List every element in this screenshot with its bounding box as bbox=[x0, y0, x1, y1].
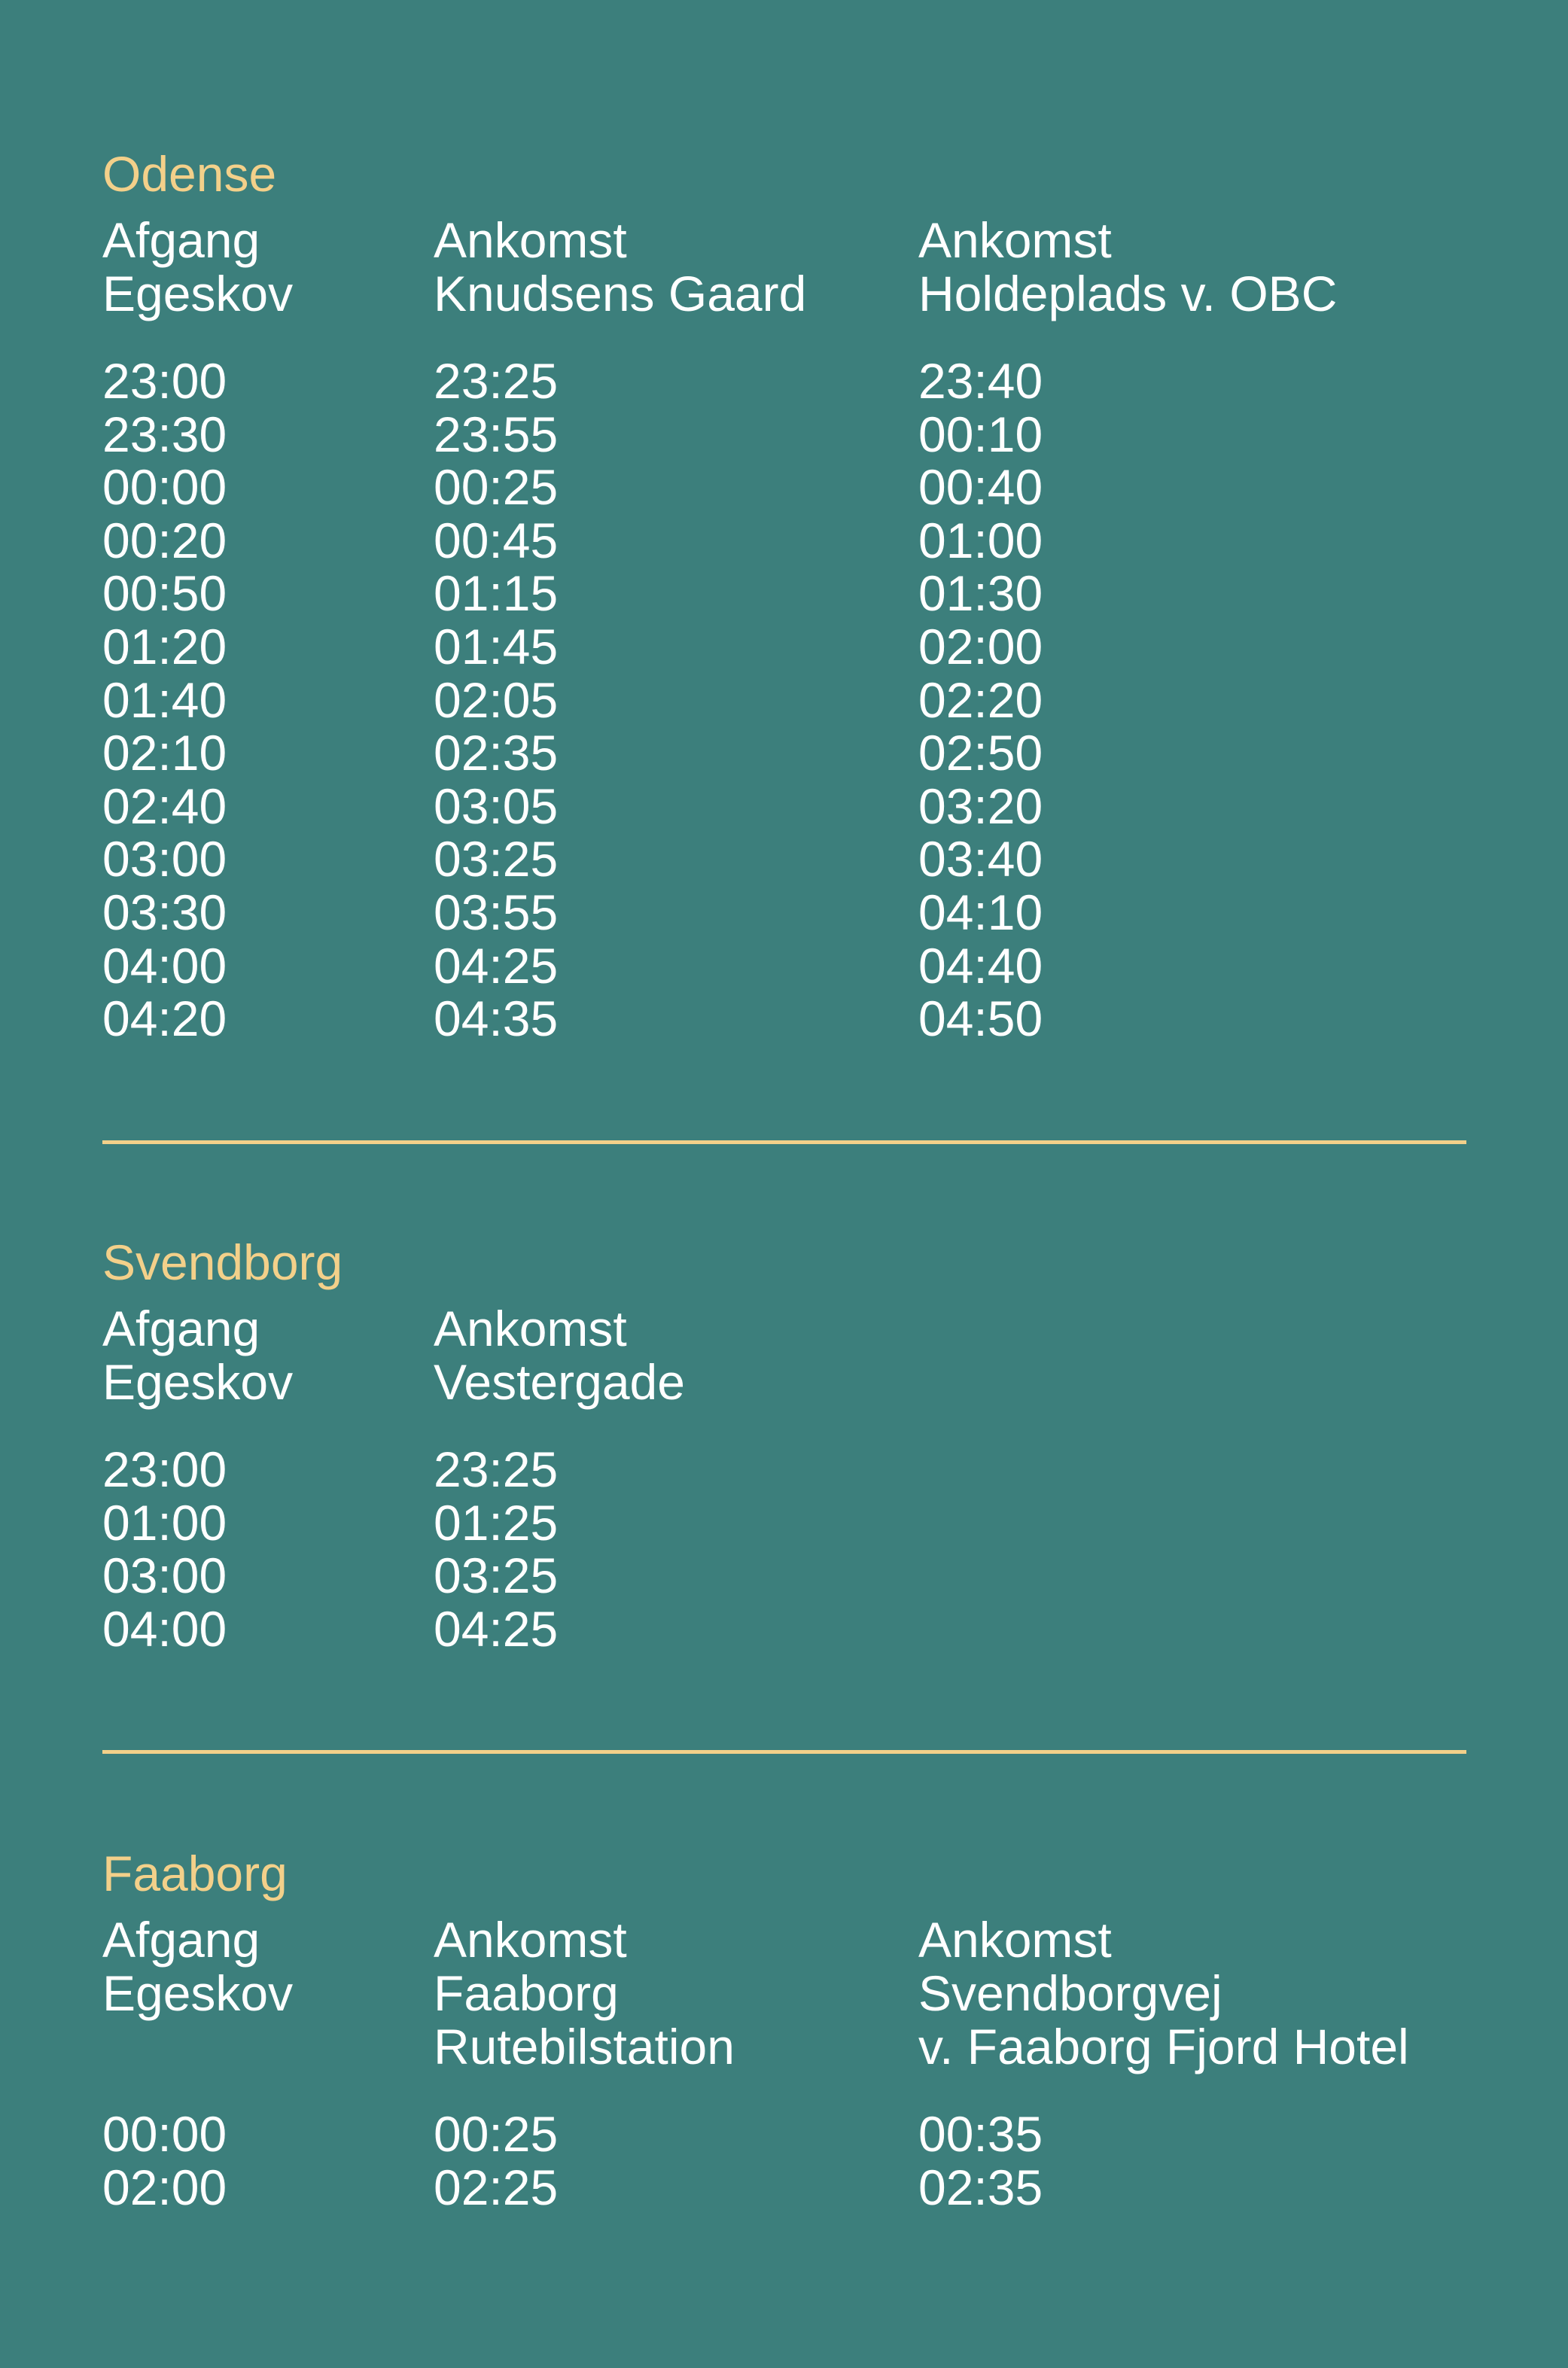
time-entry: 00:35 bbox=[918, 2106, 1043, 2162]
time-list bbox=[918, 2108, 1466, 2214]
timetable-grid bbox=[102, 1302, 1466, 1655]
time-entry: 04:25 bbox=[434, 1600, 559, 1657]
time-entry: 23:40 bbox=[918, 353, 1043, 409]
section-svendborg bbox=[102, 1236, 1466, 1655]
time-list bbox=[102, 355, 434, 1046]
section-divider bbox=[102, 1750, 1466, 1754]
time-list bbox=[434, 355, 918, 1046]
column-header-line: Ankomst bbox=[434, 212, 627, 268]
time-entry: 03:25 bbox=[434, 831, 559, 887]
column-header-line: Egeskov bbox=[102, 1354, 294, 1410]
time-list bbox=[918, 355, 1466, 1046]
time-entry: 03:55 bbox=[434, 884, 559, 940]
time-entry: 02:10 bbox=[102, 725, 227, 781]
column-header-line: Holdeplads v. OBC bbox=[918, 266, 1338, 321]
time-entry: 03:05 bbox=[434, 778, 559, 834]
time-entry: 01:20 bbox=[102, 618, 227, 674]
time-entry: 04:10 bbox=[918, 884, 1043, 940]
time-entry: 23:25 bbox=[434, 353, 559, 409]
time-entry: 03:40 bbox=[918, 831, 1043, 887]
timetable-grid bbox=[102, 1913, 1466, 2214]
time-entry: 04:40 bbox=[918, 937, 1043, 994]
time-entry: 04:50 bbox=[918, 991, 1043, 1047]
section-title: Svendborg bbox=[102, 1234, 343, 1290]
time-entry: 00:40 bbox=[918, 459, 1043, 516]
time-entry: 03:00 bbox=[102, 1548, 227, 1604]
column-header-line: Afgang bbox=[102, 1301, 260, 1356]
time-entry: 02:25 bbox=[434, 2159, 559, 2215]
time-entry: 00:00 bbox=[102, 2106, 227, 2162]
time-list bbox=[434, 2108, 918, 2214]
time-entry: 23:00 bbox=[102, 1441, 227, 1497]
section-title: Odense bbox=[102, 146, 277, 202]
column-header-line: Afgang bbox=[102, 212, 260, 268]
time-entry: 02:50 bbox=[918, 725, 1043, 781]
time-entry: 01:40 bbox=[102, 671, 227, 728]
time-entry: 02:00 bbox=[102, 2159, 227, 2215]
time-entry: 02:35 bbox=[918, 2159, 1043, 2215]
section-title: Faaborg bbox=[102, 1846, 288, 1901]
time-list bbox=[434, 1443, 918, 1655]
column-arrival-1 bbox=[434, 1302, 918, 1655]
time-entry: 23:00 bbox=[102, 353, 227, 409]
time-entry: 03:25 bbox=[434, 1548, 559, 1604]
column-arrival-2 bbox=[918, 214, 1466, 1046]
time-entry: 00:45 bbox=[434, 512, 559, 568]
time-entry: 04:00 bbox=[102, 937, 227, 994]
time-entry: 03:30 bbox=[102, 884, 227, 940]
time-entry: 02:20 bbox=[918, 671, 1043, 728]
time-entry: 23:25 bbox=[434, 1441, 559, 1497]
time-entry: 01:25 bbox=[434, 1494, 559, 1551]
column-header-line: Ankomst bbox=[434, 1912, 627, 1968]
time-entry: 03:20 bbox=[918, 778, 1043, 834]
time-entry: 04:35 bbox=[434, 991, 559, 1047]
time-list bbox=[102, 2108, 434, 2214]
column-header-line: Egeskov bbox=[102, 266, 294, 321]
column-header-line: Ankomst bbox=[918, 212, 1112, 268]
column-header-line: v. Faaborg Fjord Hotel bbox=[918, 2019, 1409, 2074]
column-departure bbox=[102, 214, 434, 1046]
column-arrival-1 bbox=[434, 214, 918, 1046]
time-entry: 00:10 bbox=[918, 406, 1043, 462]
time-entry: 04:00 bbox=[102, 1600, 227, 1657]
column-header-line: Ankomst bbox=[434, 1301, 627, 1356]
time-entry: 01:00 bbox=[102, 1494, 227, 1551]
column-departure bbox=[102, 1913, 434, 2214]
column-header-spacer bbox=[102, 2020, 434, 2074]
section-divider bbox=[102, 1140, 1466, 1144]
column-header-line: Afgang bbox=[102, 1912, 260, 1968]
time-entry: 02:00 bbox=[918, 618, 1043, 674]
time-entry: 01:00 bbox=[918, 512, 1043, 568]
time-entry: 04:25 bbox=[434, 937, 559, 994]
time-entry: 00:20 bbox=[102, 512, 227, 568]
column-header-line: Vestergade bbox=[434, 1354, 685, 1410]
time-list bbox=[102, 1443, 434, 1655]
column-arrival-2 bbox=[918, 1913, 1466, 2214]
time-entry: 01:15 bbox=[434, 565, 559, 622]
column-header-line: Knudsens Gaard bbox=[434, 266, 807, 321]
column-header-line: Ankomst bbox=[918, 1912, 1112, 1968]
time-entry: 04:20 bbox=[102, 991, 227, 1047]
time-entry: 03:00 bbox=[102, 831, 227, 887]
time-entry: 23:30 bbox=[102, 406, 227, 462]
time-entry: 01:30 bbox=[918, 565, 1043, 622]
column-departure bbox=[102, 1302, 434, 1655]
column-arrival-1 bbox=[434, 1913, 918, 2214]
column-header-line: Svendborgvej bbox=[918, 1965, 1222, 2021]
timetable-grid bbox=[102, 214, 1466, 1046]
section-faaborg bbox=[102, 1847, 1466, 2214]
time-entry: 00:00 bbox=[102, 459, 227, 516]
time-entry: 02:05 bbox=[434, 671, 559, 728]
section-odense bbox=[102, 148, 1466, 1046]
time-entry: 00:25 bbox=[434, 2106, 559, 2162]
time-entry: 00:25 bbox=[434, 459, 559, 516]
time-entry: 23:55 bbox=[434, 406, 559, 462]
time-entry: 02:40 bbox=[102, 778, 227, 834]
time-entry: 02:35 bbox=[434, 725, 559, 781]
column-header-line: Faaborg bbox=[434, 1965, 619, 2021]
column-header-line: Rutebilstation bbox=[434, 2019, 735, 2074]
time-entry: 01:45 bbox=[434, 618, 559, 674]
column-header-line: Egeskov bbox=[102, 1965, 294, 2021]
time-entry: 00:50 bbox=[102, 565, 227, 622]
